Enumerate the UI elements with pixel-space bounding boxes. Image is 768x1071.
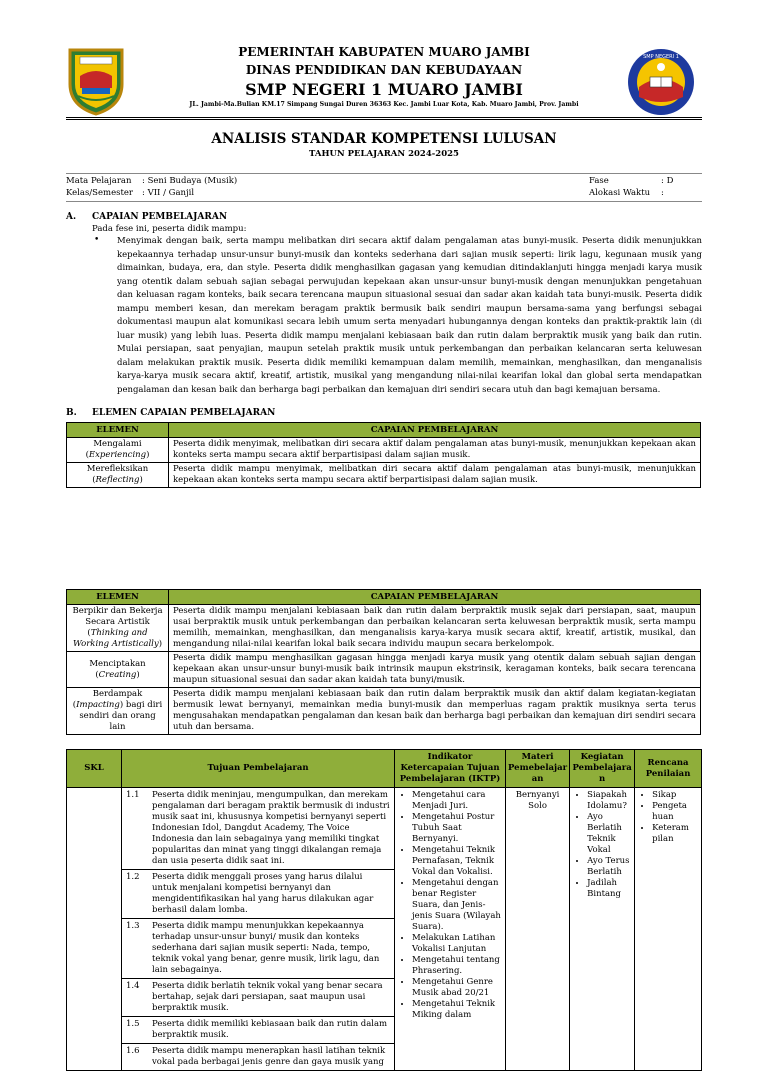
kegiatan-item: • Siapakah Idolamu? [587, 790, 631, 812]
tujuan-item [122, 979, 394, 1017]
tujuan-number: 1.3 [126, 921, 140, 931]
table-row [67, 688, 701, 735]
meta-rule-top [66, 173, 702, 174]
tujuan-item [122, 1044, 394, 1070]
iktp-item: • Mengetahui Postur Tubuh Saat Bernyanyi. [412, 812, 502, 845]
tujuan-number: 1.4 [126, 981, 140, 991]
elemen-table-1 [66, 422, 701, 488]
section-a-intro: Pada fese ini, peserta didik mampu: [92, 224, 247, 234]
rencana-list [635, 788, 701, 845]
materi-cell: Bernyanyi Solo [506, 788, 570, 1071]
meta-info [66, 175, 702, 201]
tujuan-text: Peserta didik berlatih teknik vokal yang benar secara bertahap, sejak dari persiapan, saat maupun usai berpraktik musik. [152, 981, 383, 1013]
tujuan-cell [122, 788, 395, 1071]
tujuan-text: Peserta didik mampu menerapkan hasil latihan teknik vokal pada berbagai jenis genre dan gaya musik yang [152, 1046, 386, 1067]
elemen-cell: Berdampak (Impacting) bagi diri sendiri dan orang lain [67, 688, 169, 735]
section-a-bullet-text: Menyimak dengan baik, serta mampu melibatkan diri secara aktif dalam pengalaman atas bunyi-musik. Peserta didik menunjukkan kepekaannya terhadap unsur-unsur bunyi-musik dan konteks sederhana dari sajian musik seperti: lirik lagu, kegunaan musik yang dimainkan, budaya, era, dan style. Peserta didik menghasilkan gagasan yang kemudian ditindaklanjuti hingga menjadi karya musik yang otentik dalam sebuah sajian sebagai perwujudan kepekaan akan unsur-unsur bunyi-musik dengan menunjukkan pengetahuan dan keluasan ragam konteks, baik secara terencana maupun situasional sesuai dan sadar akan kaidah tata bunyi-musik. Peserta didik mampu memberi kesan, dan merekam beragam praktik bermusik baik sendiri maupun bersama-sama yang berfungsi sebagai dokumentasi maupun alat komunikasi secara lebih umum serta menyadari hubungannya dengan konteks dan praktik-praktik lain (di luar musik) yang lebih luas. Peserta didik mampu menjalani kebiasaan baik dan rutin dalam berpraktik musik yang baik dan rutin. Mulai persiapan, saat penyajian, maupun setelah praktik musik untuk perkembangan dan perbaikan kelancaran serta keluwesan dalam melakukan praktik musik. Peserta didik memiliki kemampuan dalam memilih, memainkan, menghasilkan, dan menganalisis karya-karya musik secara aktif, kreatif, artistik, musikal yang mengandung nilai-nilai kearifan lokal dan global serta mendapatkan pengalaman dan kesan baik dan berharga bagi perbaikan dan kemajuan diri sendiri secara utuh dan bagi kemajuan bersama. [117, 236, 702, 395]
iktp-item: • Mengetahui tentang Phrasering. [412, 955, 502, 977]
elemen-cell: Mengalami (Experiencing) [67, 438, 169, 463]
tujuan-number: 1.1 [126, 790, 140, 800]
tujuan-item [122, 870, 394, 919]
tujuan-text: Peserta didik meninjau, mengumpulkan, dan merekam pengalaman dari beragam praktik bermusik di industri musik saat ini, khususnya kompetisi bernyanyi seperti Indonesian Idol, Dangdut Academy, The Voice Indonesia dan lain sebagainya yang memiliki tingkat popularitas dan minat yang tinggi dikalangan remaja dan usia peserta didik saat ini. [152, 790, 390, 866]
kelas-value: : VII / Ganjil [142, 188, 195, 198]
tujuan-item [122, 788, 394, 870]
mapel-value: : Seni Budaya (Musik) [142, 176, 238, 186]
skl-header: SKL [67, 750, 122, 788]
svg-text:SMP NEGERI 1: SMP NEGERI 1 [643, 54, 679, 60]
elemen-table-2 [66, 589, 701, 735]
alokasi-label: Alokasi Waktu [589, 188, 651, 198]
section-b-letter: B. [66, 408, 77, 418]
capaian-cell: Peserta didik mampu menghasilkan gagasan hingga menjadi karya musik yang otentik dalam sebuah sajian dengan kepekaan akan unsur-unsur bunyi-musik baik intrinsik maupun ekstrinsik, keragaman konteks, baik secara terencana maupun situasional sesuai dan sadar akan kaidah tata bunyi/musik. [169, 652, 701, 688]
tujuan-item [122, 1017, 394, 1044]
capaian-header: CAPAIAN PEMBELAJARAN [169, 423, 701, 438]
iktp-header: Indikator Ketercapaian Tujuan Pembelajaran (IKTP) [395, 750, 506, 788]
kegiatan-item: • Ayo Berlatih Teknik Vokal [587, 812, 631, 856]
kegiatan-list [570, 788, 634, 900]
rencana-cell [635, 788, 702, 1071]
rencana-item: • Sikap [652, 790, 698, 801]
meta-rule-bottom [66, 201, 702, 202]
materi-header: Materi Pemebelajar an [506, 750, 570, 788]
elemen-cell: Menciptakan (Creating) [67, 652, 169, 688]
iktp-item: • Mengetahui Teknik Pernafasan, Teknik Vokal dan Vokalisi. [412, 845, 502, 878]
kegiatan-item: • Jadilah Bintang [587, 878, 631, 900]
school-name: SMP NEGERI 1 MUARO JAMBI [245, 80, 523, 99]
section-a-letter: A. [66, 212, 77, 222]
header-rule [66, 117, 702, 120]
iktp-cell [395, 788, 506, 1071]
kegiatan-cell [570, 788, 635, 1071]
tujuan-item [122, 919, 394, 979]
table-row [67, 605, 701, 652]
elemen-header: ELEMEN [67, 590, 169, 605]
section-a-title: CAPAIAN PEMBELAJARAN [92, 212, 228, 222]
tujuan-text: Peserta didik menggali proses yang harus dilalui untuk menjalani kompetisi bernyanyi dan mengidentifikasikan hal yang harus dilakukan agar berhasil dalam lomba. [152, 872, 374, 915]
rencana-header: Rencana Penilaian [635, 750, 702, 788]
tujuan-list [122, 788, 394, 1070]
header-line-2: DINAS PENDIDIKAN DAN KEBUDAYAAN [245, 63, 523, 77]
tujuan-number: 1.2 [126, 872, 140, 882]
kegiatan-item: • Ayo Terus Berlatih [587, 856, 631, 878]
elemen-header: ELEMEN [67, 423, 169, 438]
fase-value: : D [661, 176, 674, 186]
section-a-bullet-dot: • [94, 235, 100, 245]
skl-cell [67, 788, 122, 1071]
skl-table [66, 749, 702, 1071]
capaian-cell: Peserta didik menyimak, melibatkan diri secara aktif dalam pengalaman atas bunyi-musik, menunjukkan kepekaan akan konteks serta mampu secara aktif berpartisipasi dalam sajian musik. [169, 438, 701, 463]
rencana-item: • Pengeta huan [652, 801, 698, 823]
iktp-item: • Mengetahui cara Menjadi Juri. [412, 790, 502, 812]
table-row [67, 652, 701, 688]
tujuan-text: Peserta didik mampu menunjukkan kepekaannya terhadap unsur-unsur bunyi/ musik dan konteks sederhana dari sajian musik seperti: Nada, tempo, teknik vokal yang benar, genre musik, lirik lagu, dan lain sebagainya. [152, 921, 380, 975]
iktp-item: • Mengetahui Genre Musik abad 20/21 [412, 977, 502, 999]
elemen-cell: Berpikir dan Bekerja Secara Artistik (Thinking and Working Artistically) [67, 605, 169, 652]
document-title: ANALISIS STANDAR KOMPETENSI LULUSAN [211, 131, 557, 147]
rencana-item: • Keteram pilan [652, 823, 698, 845]
iktp-item: • Melakukan Latihan Vokalisi Lanjutan [412, 933, 502, 955]
kegiatan-header: Kegiatan Pembelajara n [570, 750, 635, 788]
section-b-title: ELEMEN CAPAIAN PEMBELAJARAN [92, 408, 276, 418]
tujuan-text: Peserta didik memiliki kebiasaan baik dan rutin dalam berpraktik musik. [152, 1019, 388, 1040]
capaian-cell: Peserta didik mampu menyimak, melibatkan diri secara aktif dalam pengalaman atas bunyi-musik, menunjukkan kepekaan akan konteks serta mampu secara aktif berpartisipasi dalam sajian musik. [169, 463, 701, 488]
school-address: JL. Jambi-Ma.Bulian KM.17 Simpang Sungai Duren 36363 Kec. Jambi Luar Kota, Kab. Muaro Jambi, Prov. Jambi [189, 101, 579, 108]
iktp-item: • Mengetahui Teknik Miking dalam [412, 999, 502, 1021]
elemen-cell: Merefleksikan (Reflecting) [67, 463, 169, 488]
tujuan-number: 1.5 [126, 1019, 140, 1029]
alokasi-value: : [661, 188, 664, 198]
fase-label: Fase [589, 176, 609, 186]
capaian-cell: Peserta didik mampu menjalani kebiasaan baik dan rutin dalam berpraktik musik sejak dari persiapan, saat, maupun usai berpraktik musik untuk perkembangan dan perbaikan kelancaran serta keluwesan berpraktik musik, serta mampu memilih, memainkan, menghasilkan, dan menganalisis karya-karya musik secara aktif, kreatif, artistik, musikal, dan mengandung nilai-nilai kearifan lokal baik secara individu maupun secara berkelompok. [169, 605, 701, 652]
iktp-item: • Mengetahui dengan benar Register Suara, dan Jenis-jenis Suara (Wilayah Suara). [412, 878, 502, 933]
capaian-header: CAPAIAN PEMBELAJARAN [169, 590, 701, 605]
header-line-1: PEMERINTAH KABUPATEN MUARO JAMBI [238, 45, 530, 59]
tujuan-number: 1.6 [126, 1046, 140, 1056]
table-row [67, 463, 701, 488]
document-subtitle: TAHUN PELAJARAN 2024-2025 [309, 149, 459, 159]
iktp-list [395, 788, 505, 1021]
tujuan-header: Tujuan Pembelajaran [122, 750, 395, 788]
table-row [67, 438, 701, 463]
mapel-label: Mata Pelajaran [66, 176, 132, 186]
capaian-cell: Peserta didik mampu menjalani kebiasaan baik dan rutin dalam berpraktik musik dan aktif dalam kegiatan-kegiatan bermusik lewat bernyanyi, memainkan media bunyi-musik dan memperluas ragam praktik musiknya serta terus mengusahakan mendapatkan pengalaman dan kesan baik dan berharga bagi perbaikan dan kemajuan diri sendiri secara utuh dan bersama. [169, 688, 701, 735]
kelas-label: Kelas/Semester [66, 188, 133, 198]
